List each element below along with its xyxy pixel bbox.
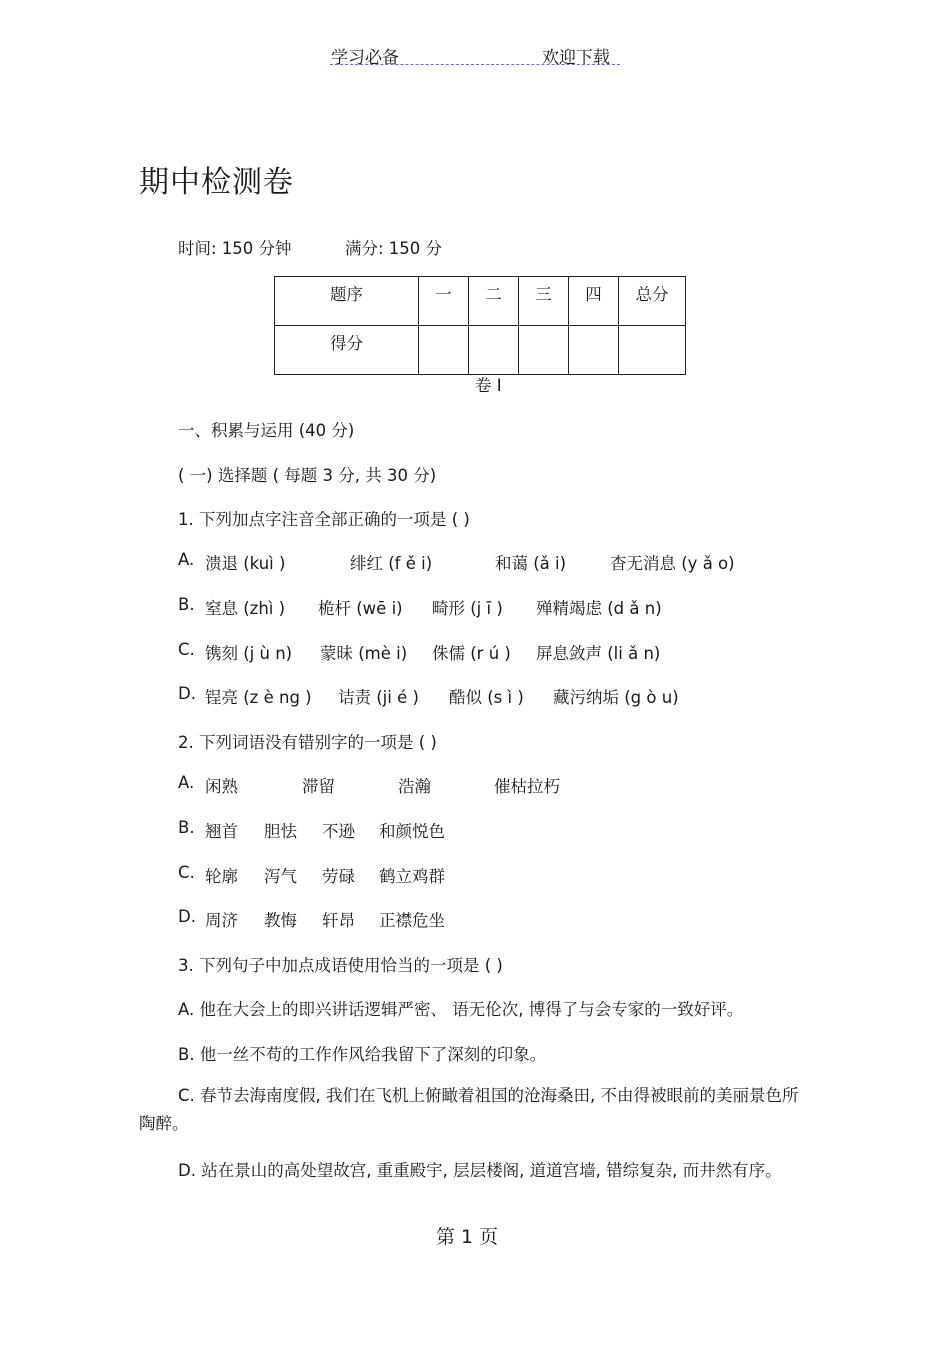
table-row-label: 得分: [275, 326, 419, 375]
option-item: 周济: [205, 911, 238, 930]
option-item: 殚精竭虑 (d ǎ n): [536, 599, 662, 618]
score-table: [274, 276, 686, 375]
exam-time: 时间: 150 分钟: [178, 239, 292, 258]
section-heading: 一、积累与运用 (40 分): [178, 421, 355, 440]
option-item: 畸形 (j ī ): [432, 599, 503, 618]
option-item: 诘责 (ji é ): [338, 688, 419, 707]
option-item: 镌刻 (j ù n): [205, 644, 293, 663]
option-letter: D.: [178, 907, 196, 926]
option-item: 和颜悦色: [379, 822, 445, 841]
header-right: 欢迎下载: [542, 48, 610, 68]
header-left: 学习必备: [331, 48, 399, 68]
option-item: 绯红 (f ě i): [350, 554, 433, 573]
score-cell[interactable]: [619, 326, 686, 375]
option-paragraph: D. 站在景山的高处望故宫, 重重殿宇, 层层楼阁, 道道宫墙, 错综复杂, 而井然有序。: [178, 1161, 782, 1180]
option-item: 桅杆 (wē i): [318, 599, 403, 618]
option-item: 翘首: [205, 822, 238, 841]
table-header-cell: 二: [469, 277, 519, 326]
option-letter: C.: [178, 863, 195, 882]
option-item: 滞留: [302, 777, 335, 796]
option-item: 浩瀚: [398, 777, 431, 796]
option-item: 窒息 (zhì ): [205, 599, 286, 618]
table-header-cell: 题序: [275, 277, 419, 326]
option-item: 屏息敛声 (li ǎ n): [536, 644, 661, 663]
option-letter: C.: [178, 640, 195, 659]
option-item: 催枯拉朽: [494, 777, 560, 796]
option-item: 胆怯: [264, 822, 297, 841]
header-divider: [330, 64, 620, 65]
option-item: 溃退 (kuì ): [205, 554, 286, 573]
score-cell[interactable]: [419, 326, 469, 375]
option-sentence: B. 他一丝不苟的工作作风给我留下了深刻的印象。: [178, 1045, 547, 1064]
score-cell[interactable]: [519, 326, 569, 375]
question-stem: 3. 下列句子中加点成语使用恰当的一项是 ( ): [178, 956, 503, 975]
subsection-heading: ( 一) 选择题 ( 每题 3 分, 共 30 分): [178, 466, 437, 485]
option-item: 轮廓: [205, 867, 238, 886]
question-stem: 2. 下列词语没有错别字的一项是 ( ): [178, 733, 437, 752]
question-stem: 1. 下列加点字注音全部正确的一项是 ( ): [178, 510, 470, 529]
table-header-cell: 一: [419, 277, 469, 326]
option-item: 侏儒 (r ú ): [432, 644, 511, 663]
option-item: 藏污纳垢 (g ò u): [553, 688, 679, 707]
page-number: 第 1 页: [436, 1226, 499, 1248]
exam-full-score: 满分: 150 分: [345, 239, 443, 258]
table-header-cell: 总分: [619, 277, 686, 326]
score-cell[interactable]: [569, 326, 619, 375]
option-letter: D.: [178, 684, 196, 703]
option-paragraph: C. 春节去海南度假, 我们在飞机上俯瞰着祖国的沧海桑田, 不由得被眼前的美丽景色所陶醉。: [139, 1086, 799, 1133]
option-item: 不逊: [322, 822, 355, 841]
option-letter: A.: [178, 550, 195, 569]
option-sentence: A. 他在大会上的即兴讲话逻辑严密、 语无伦次, 博得了与会专家的一致好评。: [178, 1000, 744, 1019]
table-row: [275, 326, 686, 375]
option-item: 教悔: [264, 911, 297, 930]
table-row: [275, 277, 686, 326]
option-item: 闲熟: [205, 777, 238, 796]
option-letter: B.: [178, 818, 195, 837]
table-header-cell: 三: [519, 277, 569, 326]
volume-label: 卷 I: [475, 376, 502, 395]
option-letter: A.: [178, 773, 195, 792]
option-item: 和蔼 (ǎ i): [495, 554, 567, 573]
option-item: 酷似 (s ì ): [449, 688, 524, 707]
page-title: 期中检测卷: [139, 165, 294, 200]
table-header-cell: 四: [569, 277, 619, 326]
option-item: 正襟危坐: [379, 911, 445, 930]
option-letter: B.: [178, 595, 195, 614]
option-item: 鹤立鸡群: [379, 867, 445, 886]
score-cell[interactable]: [469, 326, 519, 375]
option-item: 劳碌: [322, 867, 355, 886]
option-item: 锃亮 (z è ng ): [205, 688, 312, 707]
option-item: 蒙昧 (mè i): [320, 644, 408, 663]
option-item: 泻气: [264, 867, 297, 886]
option-item: 轩昂: [322, 911, 355, 930]
option-item: 杳无消息 (y ǎ o): [610, 554, 735, 573]
